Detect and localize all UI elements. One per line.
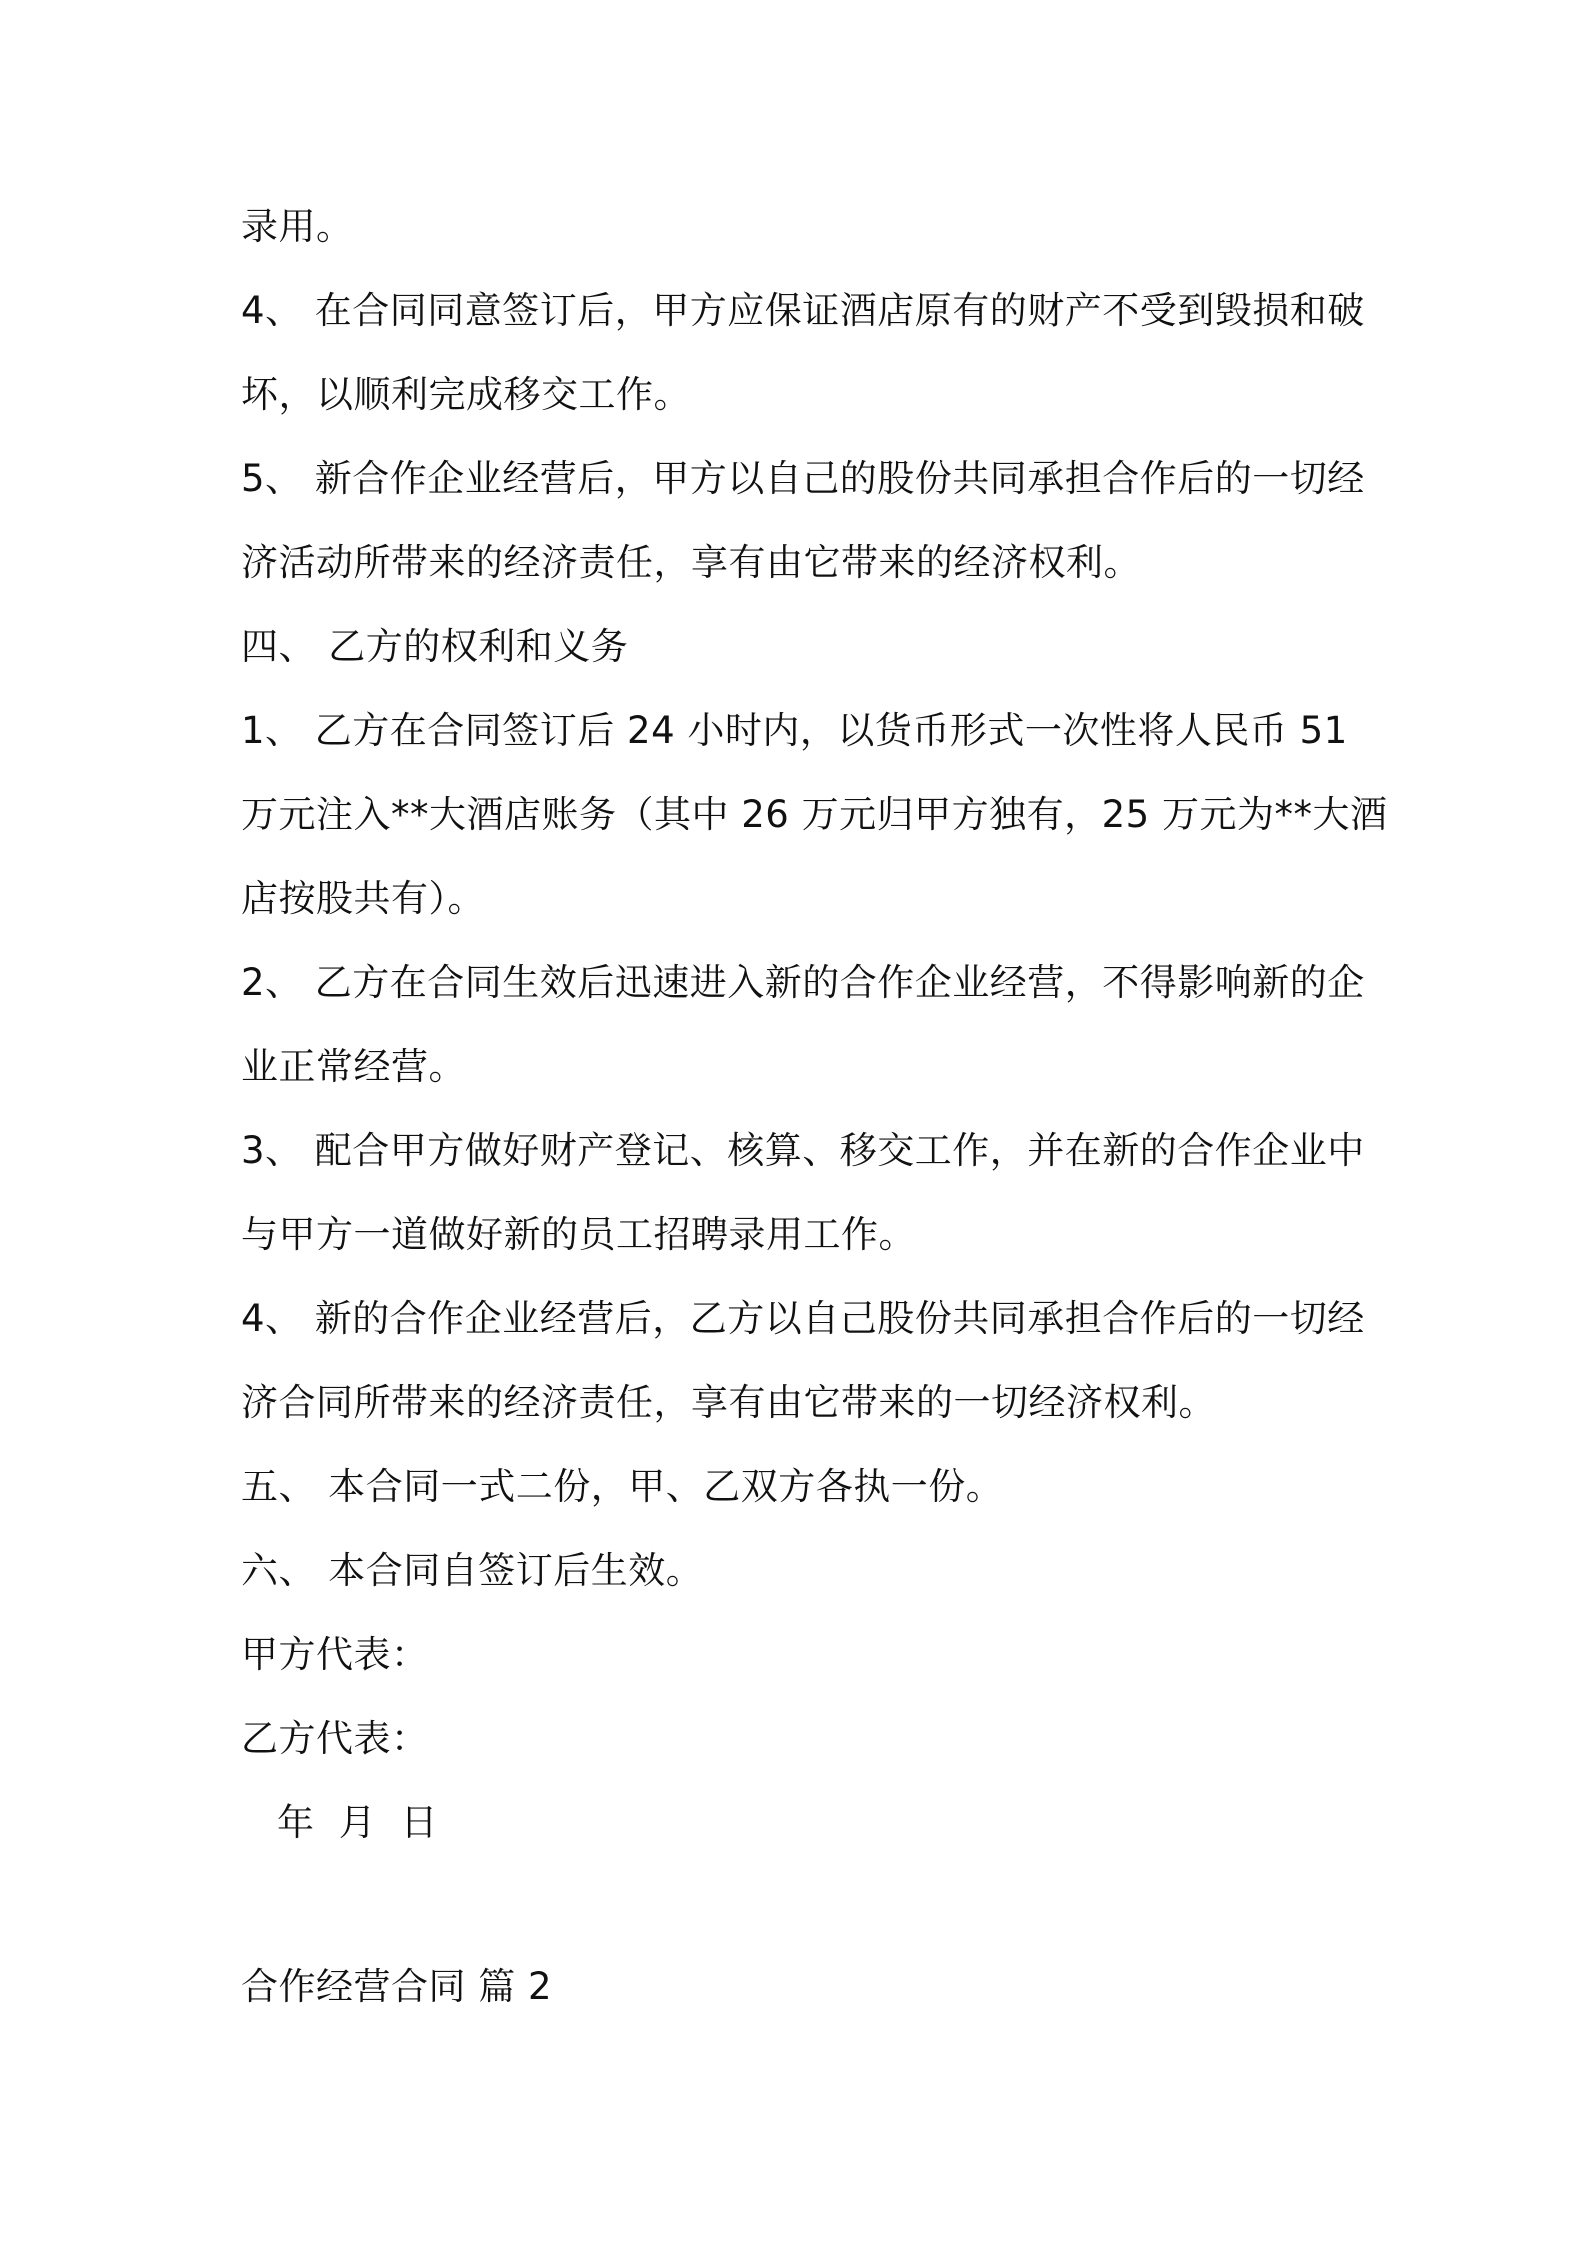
text-line: 济活动所带来的经济责任，享有由它带来的经济权利。	[241, 541, 1141, 584]
text-line: 业正常经营。	[241, 1045, 466, 1088]
text-line: 店按股共有）。	[241, 877, 485, 920]
text-line: 万元注入**大酒店账务（其中 26 万元归甲方独有，25 万元为**大酒	[241, 793, 1388, 836]
document-title: 合作经营合同 篇 2	[241, 1965, 553, 2008]
party-b-representative: 乙方代表：	[241, 1717, 429, 1760]
text-line: 与甲方一道做好新的员工招聘录用工作。	[241, 1213, 916, 1256]
party-a-representative: 甲方代表：	[241, 1633, 429, 1676]
text-line: 录用。	[241, 205, 354, 248]
date-line: 年 月 日	[277, 1801, 439, 1844]
section-heading: 六、 本合同自签订后生效。	[241, 1549, 704, 1592]
text-line: 3、 配合甲方做好财产登记、核算、移交工作，并在新的合作企业中	[241, 1129, 1365, 1172]
text-line: 4、 在合同同意签订后，甲方应保证酒店原有的财产不受到毁损和破	[241, 289, 1365, 332]
text-line: 坏，以顺利完成移交工作。	[241, 373, 691, 416]
section-heading: 五、 本合同一式二份，甲、乙双方各执一份。	[241, 1465, 1004, 1508]
text-line: 2、 乙方在合同生效后迅速进入新的合作企业经营，不得影响新的企	[241, 961, 1365, 1004]
section-heading: 四、 乙方的权利和义务	[241, 625, 629, 668]
text-line: 5、 新合作企业经营后，甲方以自己的股份共同承担合作后的一切经	[241, 457, 1365, 500]
text-line: 4、 新的合作企业经营后，乙方以自己股份共同承担合作后的一切经	[241, 1297, 1365, 1340]
text-line: 济合同所带来的经济责任，享有由它带来的一切经济权利。	[241, 1381, 1216, 1424]
text-line: 1、 乙方在合同签订后 24 小时内，以货币形式一次性将人民币 51	[241, 709, 1348, 752]
